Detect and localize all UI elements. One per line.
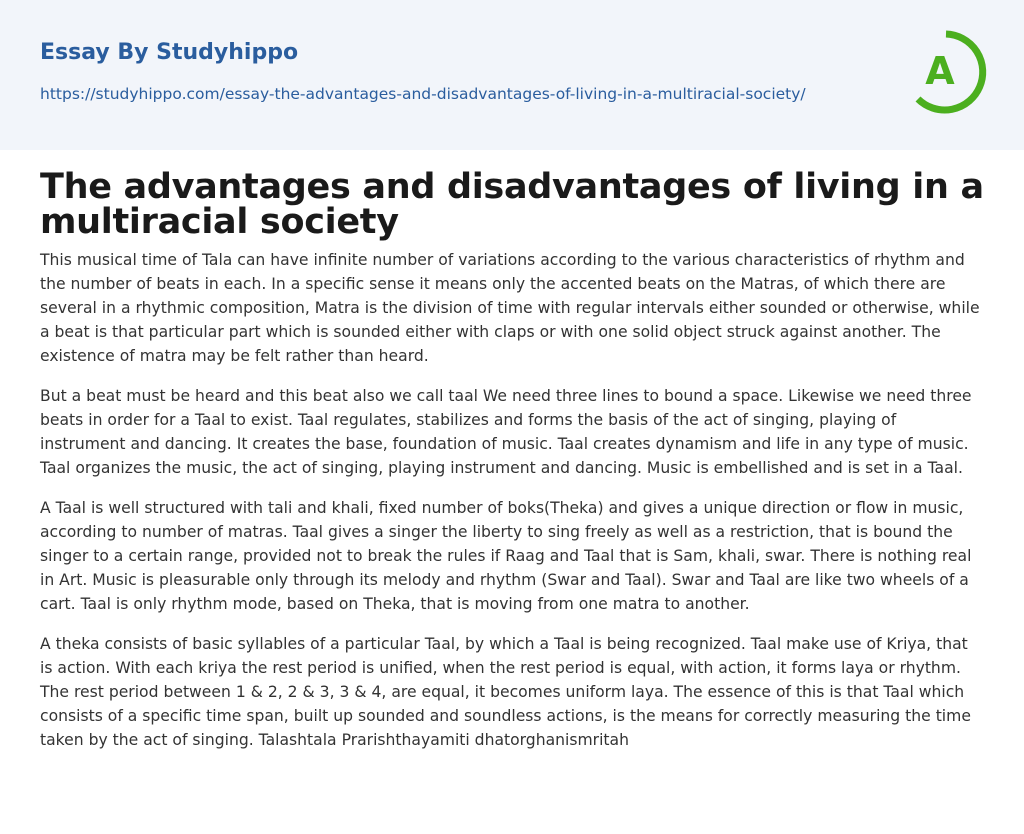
studyhippo-logo-icon[interactable] — [904, 28, 988, 116]
essay-title: The advantages and disadvantages of living in a multiracial society — [40, 167, 984, 242]
essay-paragraph-2: But a beat must be heard and this beat also we call taal We need three lines to bound a space. Likewise we need three beats in order for a Taal to exist. Taal regulates, stabilizes and forms the basis of the act of singing, playing of instrument and dancing. It creates the base, foundation of music. Taal creates dynamism and life in any type of music. Taal organizes the music, the act of singing, playing instrument and dancing. Music is embellished and is set in a Taal. — [40, 387, 972, 477]
essay-paragraph-3: A Taal is well structured with tali and khali, fixed number of boks(Theka) and gives a unique direction or flow in music, according to number of matras. Taal gives a singer the liberty to sing freely as well as a restriction, that is bound the singer to a certain range, provided not to break the rules if Raag and Taal that is Sam, khali, swar. There is nothing real in Art. Music is pleasurable only through its melody and rhythm (Swar and Taal). Swar and Taal are like two wheels of a cart. Taal is only rhythm mode, based on Theka, that is moving from one matra to another. — [40, 499, 972, 613]
site-title[interactable]: Essay By Studyhippo — [40, 40, 299, 65]
site-header — [0, 0, 1024, 150]
essay-content — [0, 150, 1024, 752]
essay-paragraph-1: This musical time of Tala can have infinite number of variations according to the various characteristics of rhythm and the number of beats in each. In a specific sense it means only the accented beats on the Matras, of which there are several in a rhythmic composition, Matra is the division of time with regular intervals either sounded or otherwise, while a beat is that particular part which is sounded either with claps or with one solid object struck against another. The existence of matra may be felt rather than heard. — [40, 251, 980, 365]
essay-url-link[interactable]: https://studyhippo.com/essay-the-advantages-and-disadvantages-of-living-in-a-multiracial-society/ — [40, 85, 806, 103]
logo-letter: A — [925, 49, 955, 93]
essay-paragraph-4: A theka consists of basic syllables of a particular Taal, by which a Taal is being recognized. Taal make use of Kriya, that is action. With each kriya the rest period is unified, when the rest period is equal, with action, it forms laya or rhythm. The rest period between 1 & 2, 2 & 3, 3 & 4, are equal, it becomes uniform laya. The essence of this is that Taal which consists of a specific time span, built up sounded and soundless actions, is the means for correctly measuring the time taken by the act of singing. Talashtala Prarishthayamiti dhatorghanismritah — [40, 635, 971, 749]
